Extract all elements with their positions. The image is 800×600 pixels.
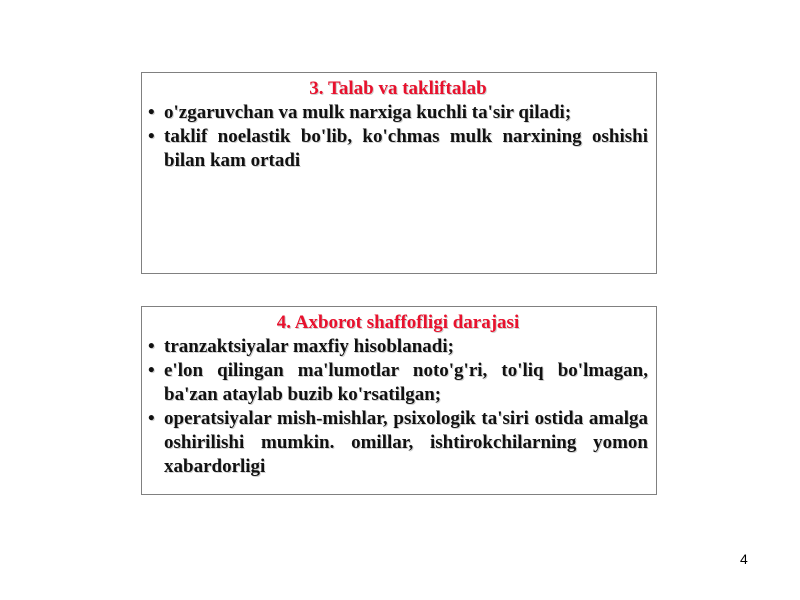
- page-number: 4: [740, 551, 748, 567]
- bullet-item: • o'zgaruvchan va mulk narxiga kuchli ta'sir qiladi;: [148, 101, 648, 125]
- bullet-item: • tranzaktsiyalar maxfiy hisoblanadi;: [148, 335, 648, 359]
- bullet-list: [148, 101, 648, 173]
- section-title: 3. Talab va takliftalab: [309, 78, 487, 99]
- bullet-item: • e'lon qilingan ma'lumotlar noto'g'ri, to'liq bo'lmagan, ba'zan ataylab buzib ko'rsatilgan;: [148, 359, 648, 407]
- bullet-list: [148, 335, 648, 479]
- section-title: 4. Axborot shaffofligi darajasi: [276, 312, 520, 333]
- section-box-axborot: [141, 306, 657, 495]
- bullet-item: • taklif noelastik bo'lib, ko'chmas mulk narxining oshishi bilan kam ortadi: [148, 125, 648, 173]
- section-box-talab: [141, 72, 657, 274]
- bullet-item: • operatsiyalar mish-mishlar, psixologik ta'siri ostida amalga oshirilishi mumkin. omillar, ishtirokchilarning yomon xabardorligi: [148, 407, 648, 479]
